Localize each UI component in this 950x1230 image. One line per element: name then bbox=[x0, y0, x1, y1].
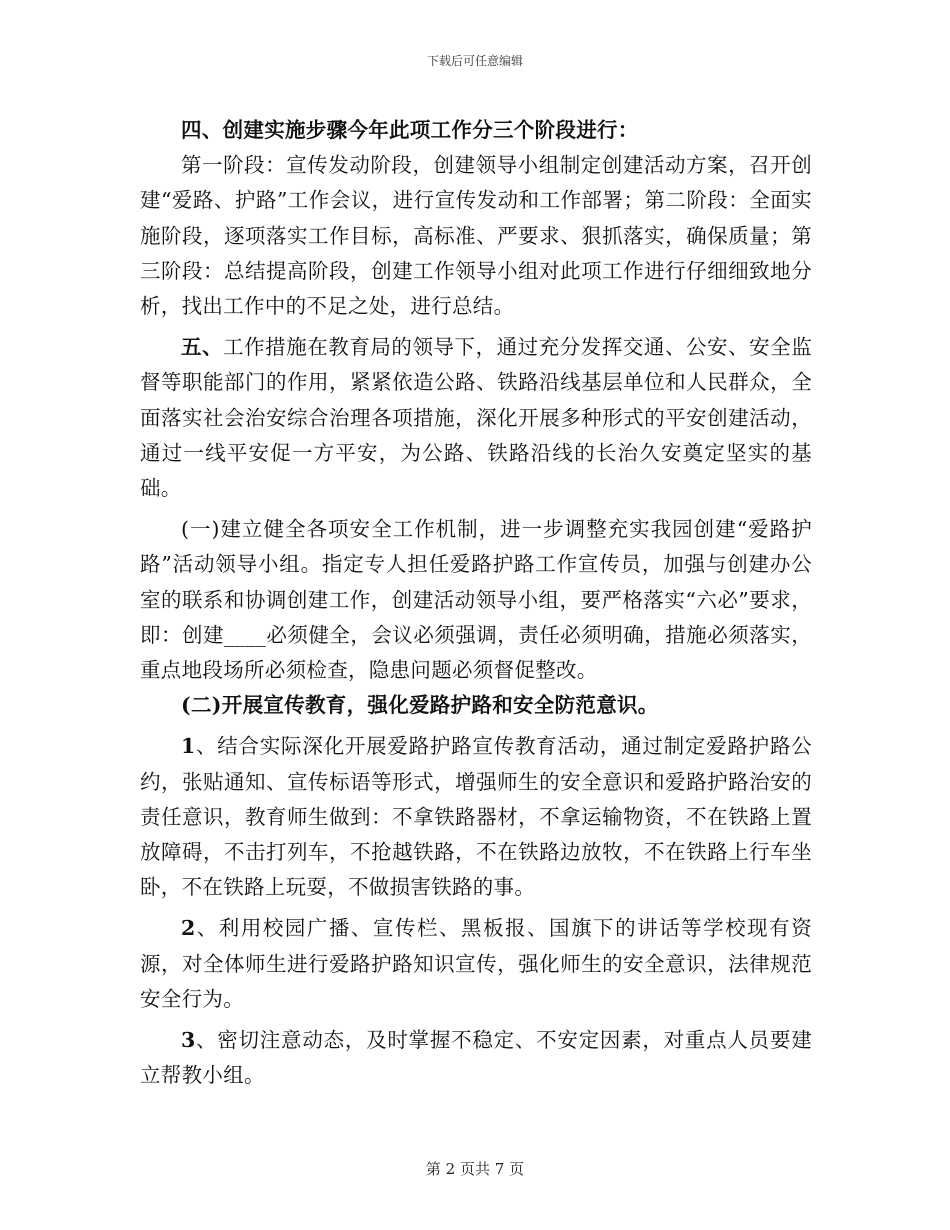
list-item-2 bbox=[140, 911, 812, 1017]
paragraph-text: (一)建立健全各项安全工作机制，进一步调整充实我园创建“爱路护路”活动领导小组。指定专人担任爱路护路工作宣传员，加强与创建办公室的联系和协调创建工作，创建活动领导小组，要严格落实“六必”要求，即：创建____必须健全，会议必须强调，责任必须明确，措施必须落实，重点地段场所必须检查，隐患问题必须督促整改。 bbox=[140, 517, 812, 683]
heading-text: 四、创建实施步骤今年此项工作分三个阶段进行： bbox=[181, 118, 639, 142]
paragraph-text: 工作措施在教育局的领导下，通过充分发挥交通、公安、安全监督等职能部门的作用，紧紧依造公路、铁路沿线基层单位和人民群众，全面落实社会治安综合治理各项措施，深化开展多种形式的平安创建活动，通过一线平安促一方平安，为公路、铁路沿线的长治久安奠定坚实的基础。 bbox=[140, 335, 812, 501]
item-number: 2 bbox=[181, 916, 196, 941]
item-number: 1 bbox=[181, 734, 196, 759]
list-item-1 bbox=[140, 729, 812, 905]
paragraph-measures bbox=[140, 330, 812, 506]
page-footer: 第 2 页共 7 页 bbox=[425, 1160, 525, 1178]
document-body bbox=[140, 113, 812, 1093]
section-heading-4 bbox=[140, 113, 812, 148]
paragraph-stages bbox=[140, 148, 812, 324]
item-number: 3 bbox=[181, 1028, 196, 1053]
list-item-3 bbox=[140, 1023, 812, 1093]
paragraph-text: 、利用校园广播、宣传栏、黑板报、国旗下的讲话等学校现有资源，对全体师生进行爱路护路知识宣传，强化师生的安全意识，法律规范安全行为。 bbox=[140, 916, 812, 1011]
paragraph-lead: 五、 bbox=[181, 335, 224, 360]
paragraph-text: 、密切注意动态，及时掌握不稳定、不安定因素，对重点人员要建立帮教小组。 bbox=[140, 1028, 812, 1088]
page-header: 下载后可任意编辑 bbox=[426, 54, 523, 68]
paragraph-mechanism bbox=[140, 512, 812, 688]
subheading-education bbox=[140, 688, 812, 723]
paragraph-text: 第一阶段：宣传发动阶段，创建领导小组制定创建活动方案，召开创建“爱路、护路”工作会议，进行宣传发动和工作部署；第二阶段：全面实施阶段，逐项落实工作目标，高标准、严要求、狠抓落实，确保质量；第三阶段：总结提高阶段，创建工作领导小组对此项工作进行仔细细致地分析，找出工作中的不足之处，进行总结。 bbox=[140, 153, 812, 319]
paragraph-text: 、结合实际深化开展爱路护路宣传教育活动，通过制定爱路护路公约，张贴通知、宣传标语等形式，增强师生的安全意识和爱路护路治安的责任意识，教育师生做到：不拿铁路器材，不拿运输物资，不在铁路上置放障碍，不击打列车，不抢越铁路，不在铁路边放牧，不在铁路上行车坐卧，不在铁路上玩耍，不做损害铁路的事。 bbox=[140, 734, 812, 900]
heading-text: (二)开展宣传教育，强化爱路护路和安全防范意识。 bbox=[181, 693, 659, 718]
